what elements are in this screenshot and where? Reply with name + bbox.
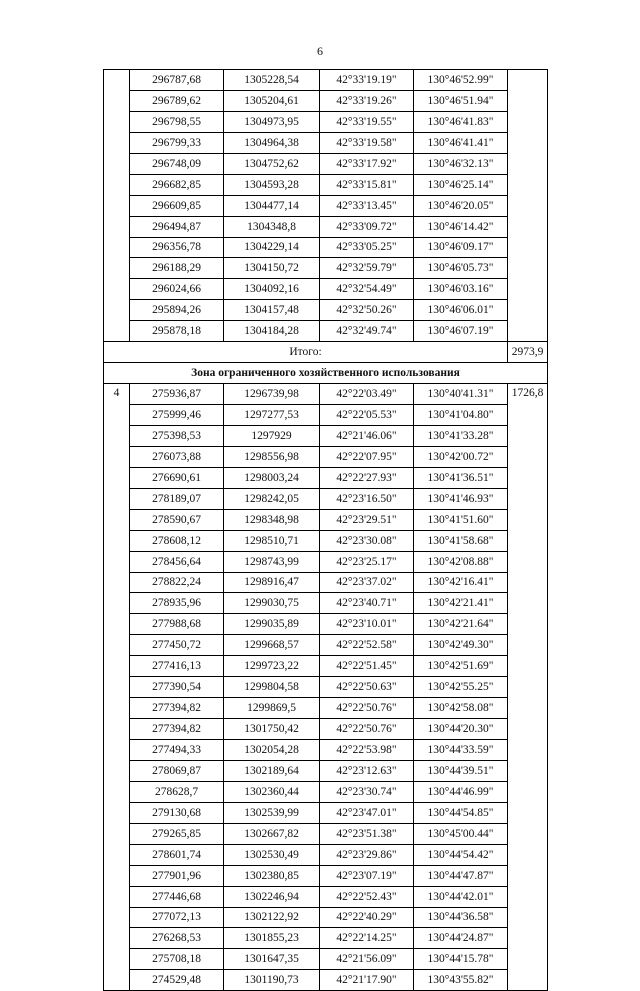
- table-row: [104, 886, 548, 907]
- table-row: [104, 907, 548, 928]
- latitude: 42°23'25.17": [320, 551, 414, 572]
- table-row: [104, 677, 548, 698]
- table-row: [104, 593, 548, 614]
- latitude: 42°33'05.25": [320, 237, 414, 258]
- x-coordinate: 277394,82: [130, 719, 224, 740]
- longitude: 130°42'08.88": [414, 551, 508, 572]
- y-coordinate: 1304229,14: [224, 237, 320, 258]
- table-row: [104, 321, 548, 342]
- x-coordinate: 296356,78: [130, 237, 224, 258]
- latitude: 42°22'03.49": [320, 384, 414, 405]
- latitude: 42°22'52.43": [320, 886, 414, 907]
- y-coordinate: 1305228,54: [224, 70, 320, 91]
- y-coordinate: 1298003,24: [224, 467, 320, 488]
- x-coordinate: 278590,67: [130, 509, 224, 530]
- longitude: 130°44'39.51": [414, 760, 508, 781]
- y-coordinate: 1302054,28: [224, 740, 320, 761]
- y-coordinate: 1299804,58: [224, 677, 320, 698]
- y-coordinate: 1304593,28: [224, 174, 320, 195]
- y-coordinate: 1298916,47: [224, 572, 320, 593]
- x-coordinate: 276690,61: [130, 467, 224, 488]
- y-coordinate: 1304184,28: [224, 321, 320, 342]
- x-coordinate: 275936,87: [130, 384, 224, 405]
- longitude: 130°41'46.93": [414, 488, 508, 509]
- latitude: 42°33'19.26": [320, 90, 414, 111]
- table-row: [104, 467, 548, 488]
- y-coordinate: 1299668,57: [224, 635, 320, 656]
- y-coordinate: 1297277,53: [224, 405, 320, 426]
- longitude: 130°44'36.58": [414, 907, 508, 928]
- y-coordinate: 1301855,23: [224, 928, 320, 949]
- table-row: [104, 425, 548, 446]
- x-coordinate: 278189,07: [130, 488, 224, 509]
- y-coordinate: 1298510,71: [224, 530, 320, 551]
- longitude: 130°44'47.87": [414, 865, 508, 886]
- table-row: [104, 551, 548, 572]
- table-row: [104, 656, 548, 677]
- latitude: 42°22'40.29": [320, 907, 414, 928]
- y-coordinate: 1302380,85: [224, 865, 320, 886]
- x-coordinate: 275398,53: [130, 425, 224, 446]
- x-coordinate: 278822,24: [130, 572, 224, 593]
- x-coordinate: 275999,46: [130, 405, 224, 426]
- zone-area: 1726,8: [508, 384, 548, 991]
- longitude: 130°46'20.05": [414, 195, 508, 216]
- total-label: Итого:: [104, 342, 508, 363]
- table-row: [104, 488, 548, 509]
- y-coordinate: 1298556,98: [224, 446, 320, 467]
- latitude: 42°21'56.09": [320, 949, 414, 970]
- latitude: 42°21'46.06": [320, 425, 414, 446]
- x-coordinate: 295894,26: [130, 300, 224, 321]
- latitude: 42°33'19.58": [320, 132, 414, 153]
- x-coordinate: 296798,55: [130, 111, 224, 132]
- y-coordinate: 1299030,75: [224, 593, 320, 614]
- y-coordinate: 1304348,8: [224, 216, 320, 237]
- longitude: 130°42'58.08": [414, 698, 508, 719]
- longitude: 130°42'49.30": [414, 635, 508, 656]
- longitude: 130°46'14.42": [414, 216, 508, 237]
- longitude: 130°44'33.59": [414, 740, 508, 761]
- table-row: [104, 614, 548, 635]
- longitude: 130°41'51.60": [414, 509, 508, 530]
- longitude: 130°46'09.17": [414, 237, 508, 258]
- y-coordinate: 1299035,89: [224, 614, 320, 635]
- x-coordinate: 278456,64: [130, 551, 224, 572]
- longitude: 130°46'03.16": [414, 279, 508, 300]
- section-1-total: [104, 342, 548, 363]
- table-row: [104, 530, 548, 551]
- latitude: 42°23'16.50": [320, 488, 414, 509]
- longitude: 130°46'41.41": [414, 132, 508, 153]
- y-coordinate: 1305204,61: [224, 90, 320, 111]
- table-row: [104, 970, 548, 991]
- longitude: 130°42'51.69": [414, 656, 508, 677]
- x-coordinate: 277394,82: [130, 698, 224, 719]
- table-row: [104, 300, 548, 321]
- longitude: 130°46'05.73": [414, 258, 508, 279]
- table-row: [104, 174, 548, 195]
- latitude: 42°22'50.76": [320, 698, 414, 719]
- y-coordinate: 1296739,98: [224, 384, 320, 405]
- latitude: 42°33'13.45": [320, 195, 414, 216]
- coordinates-table: [103, 69, 548, 991]
- longitude: 130°44'42.01": [414, 886, 508, 907]
- longitude: 130°41'04.80": [414, 405, 508, 426]
- y-coordinate: 1304752,62: [224, 153, 320, 174]
- table-row: [104, 698, 548, 719]
- longitude: 130°42'16.41": [414, 572, 508, 593]
- y-coordinate: 1299723,22: [224, 656, 320, 677]
- longitude: 130°43'55.82": [414, 970, 508, 991]
- latitude: 42°33'09.72": [320, 216, 414, 237]
- table-row: [104, 132, 548, 153]
- table-row: [104, 111, 548, 132]
- y-coordinate: 1302360,44: [224, 781, 320, 802]
- x-coordinate: 276268,53: [130, 928, 224, 949]
- y-coordinate: 1298743,99: [224, 551, 320, 572]
- latitude: 42°23'51.38": [320, 823, 414, 844]
- x-coordinate: 279265,85: [130, 823, 224, 844]
- zone-title: Зона ограниченного хозяйственного использования: [104, 363, 548, 384]
- y-coordinate: 1302530,49: [224, 844, 320, 865]
- x-coordinate: 276073,88: [130, 446, 224, 467]
- x-coordinate: 277494,33: [130, 740, 224, 761]
- total-value: 2973,9: [508, 342, 548, 363]
- latitude: 42°33'15.81": [320, 174, 414, 195]
- x-coordinate: 296609,85: [130, 195, 224, 216]
- x-coordinate: 279130,68: [130, 802, 224, 823]
- latitude: 42°23'30.08": [320, 530, 414, 551]
- latitude: 42°32'49.74": [320, 321, 414, 342]
- y-coordinate: 1304477,14: [224, 195, 320, 216]
- zone-header: [104, 363, 548, 384]
- longitude: 130°40'41.31": [414, 384, 508, 405]
- latitude: 42°23'37.02": [320, 572, 414, 593]
- zone-body: [104, 384, 548, 991]
- table-row: [104, 258, 548, 279]
- latitude: 42°23'30.74": [320, 781, 414, 802]
- y-coordinate: 1299869,5: [224, 698, 320, 719]
- x-coordinate: 277072,13: [130, 907, 224, 928]
- table-row: [104, 216, 548, 237]
- y-coordinate: 1302122,92: [224, 907, 320, 928]
- longitude: 130°41'36.51": [414, 467, 508, 488]
- latitude: 42°22'05.53": [320, 405, 414, 426]
- table-row: [104, 195, 548, 216]
- latitude: 42°32'54.49": [320, 279, 414, 300]
- latitude: 42°22'52.58": [320, 635, 414, 656]
- section-1-body: [104, 70, 548, 342]
- table-row: [104, 781, 548, 802]
- x-coordinate: 277416,13: [130, 656, 224, 677]
- x-coordinate: 277988,68: [130, 614, 224, 635]
- longitude: 130°45'00.44": [414, 823, 508, 844]
- zone-title-row: [104, 363, 548, 384]
- x-coordinate: 278069,87: [130, 760, 224, 781]
- latitude: 42°22'53.98": [320, 740, 414, 761]
- latitude: 42°22'27.93": [320, 467, 414, 488]
- longitude: 130°42'55.25": [414, 677, 508, 698]
- table-row: [104, 760, 548, 781]
- y-coordinate: 1302667,82: [224, 823, 320, 844]
- longitude: 130°44'15.78": [414, 949, 508, 970]
- table-row: [104, 70, 548, 91]
- y-coordinate: 1304092,16: [224, 279, 320, 300]
- table-row: [104, 446, 548, 467]
- x-coordinate: 296188,29: [130, 258, 224, 279]
- latitude: 42°22'50.76": [320, 719, 414, 740]
- table-row: [104, 572, 548, 593]
- latitude: 42°23'29.86": [320, 844, 414, 865]
- y-coordinate: 1302539,99: [224, 802, 320, 823]
- y-coordinate: 1304157,48: [224, 300, 320, 321]
- latitude: 42°23'10.01": [320, 614, 414, 635]
- table-row: [104, 740, 548, 761]
- y-coordinate: 1304973,95: [224, 111, 320, 132]
- table-row: [104, 405, 548, 426]
- latitude: 42°33'17.92": [320, 153, 414, 174]
- x-coordinate: 277390,54: [130, 677, 224, 698]
- table-row: [104, 237, 548, 258]
- longitude: 130°42'21.64": [414, 614, 508, 635]
- number-cell: [104, 70, 130, 342]
- x-coordinate: 296494,87: [130, 216, 224, 237]
- table-row: [104, 928, 548, 949]
- x-coordinate: 277446,68: [130, 886, 224, 907]
- latitude: 42°22'51.45": [320, 656, 414, 677]
- longitude: 130°46'06.01": [414, 300, 508, 321]
- longitude: 130°46'51.94": [414, 90, 508, 111]
- longitude: 130°46'07.19": [414, 321, 508, 342]
- latitude: 42°32'59.79": [320, 258, 414, 279]
- x-coordinate: 296789,62: [130, 90, 224, 111]
- x-coordinate: 278608,12: [130, 530, 224, 551]
- total-row: [104, 342, 548, 363]
- latitude: 42°23'47.01": [320, 802, 414, 823]
- table-row: [104, 949, 548, 970]
- table-row: [104, 635, 548, 656]
- table-row: [104, 802, 548, 823]
- table-row: [104, 153, 548, 174]
- y-coordinate: 1302246,94: [224, 886, 320, 907]
- y-coordinate: 1302189,64: [224, 760, 320, 781]
- table-row: [104, 823, 548, 844]
- table-row: [104, 844, 548, 865]
- x-coordinate: 296799,33: [130, 132, 224, 153]
- table-row: [104, 865, 548, 886]
- y-coordinate: 1301750,42: [224, 719, 320, 740]
- table-row: [104, 384, 548, 405]
- y-coordinate: 1297929: [224, 425, 320, 446]
- longitude: 130°46'25.14": [414, 174, 508, 195]
- x-coordinate: 278935,96: [130, 593, 224, 614]
- longitude: 130°44'54.42": [414, 844, 508, 865]
- zone-number: 4: [104, 384, 130, 991]
- latitude: 42°23'29.51": [320, 509, 414, 530]
- longitude: 130°44'54.85": [414, 802, 508, 823]
- longitude: 130°46'41.83": [414, 111, 508, 132]
- longitude: 130°44'20.30": [414, 719, 508, 740]
- x-coordinate: 277450,72: [130, 635, 224, 656]
- latitude: 42°33'19.19": [320, 70, 414, 91]
- table-row: [104, 279, 548, 300]
- y-coordinate: 1301647,35: [224, 949, 320, 970]
- longitude: 130°41'33.28": [414, 425, 508, 446]
- longitude: 130°46'52.99": [414, 70, 508, 91]
- area-cell: [508, 70, 548, 342]
- table-row: [104, 90, 548, 111]
- latitude: 42°32'50.26": [320, 300, 414, 321]
- y-coordinate: 1301190,73: [224, 970, 320, 991]
- x-coordinate: 274529,48: [130, 970, 224, 991]
- table-row: [104, 719, 548, 740]
- y-coordinate: 1298242,05: [224, 488, 320, 509]
- longitude: 130°46'32.13": [414, 153, 508, 174]
- latitude: 42°22'07.95": [320, 446, 414, 467]
- y-coordinate: 1304964,38: [224, 132, 320, 153]
- page-number: 6: [317, 44, 323, 58]
- x-coordinate: 275708,18: [130, 949, 224, 970]
- x-coordinate: 277901,96: [130, 865, 224, 886]
- longitude: 130°44'46.99": [414, 781, 508, 802]
- longitude: 130°42'21.41": [414, 593, 508, 614]
- latitude: 42°23'40.71": [320, 593, 414, 614]
- x-coordinate: 295878,18: [130, 321, 224, 342]
- x-coordinate: 296682,85: [130, 174, 224, 195]
- latitude: 42°21'17.90": [320, 970, 414, 991]
- y-coordinate: 1304150,72: [224, 258, 320, 279]
- table-row: [104, 509, 548, 530]
- latitude: 42°23'07.19": [320, 865, 414, 886]
- latitude: 42°23'12.63": [320, 760, 414, 781]
- longitude: 130°44'24.87": [414, 928, 508, 949]
- x-coordinate: 296787,68: [130, 70, 224, 91]
- x-coordinate: 278601,74: [130, 844, 224, 865]
- latitude: 42°33'19.55": [320, 111, 414, 132]
- x-coordinate: 296748,09: [130, 153, 224, 174]
- y-coordinate: 1298348,98: [224, 509, 320, 530]
- x-coordinate: 296024,66: [130, 279, 224, 300]
- longitude: 130°42'00.72": [414, 446, 508, 467]
- latitude: 42°22'14.25": [320, 928, 414, 949]
- longitude: 130°41'58.68": [414, 530, 508, 551]
- latitude: 42°22'50.63": [320, 677, 414, 698]
- x-coordinate: 278628,7: [130, 781, 224, 802]
